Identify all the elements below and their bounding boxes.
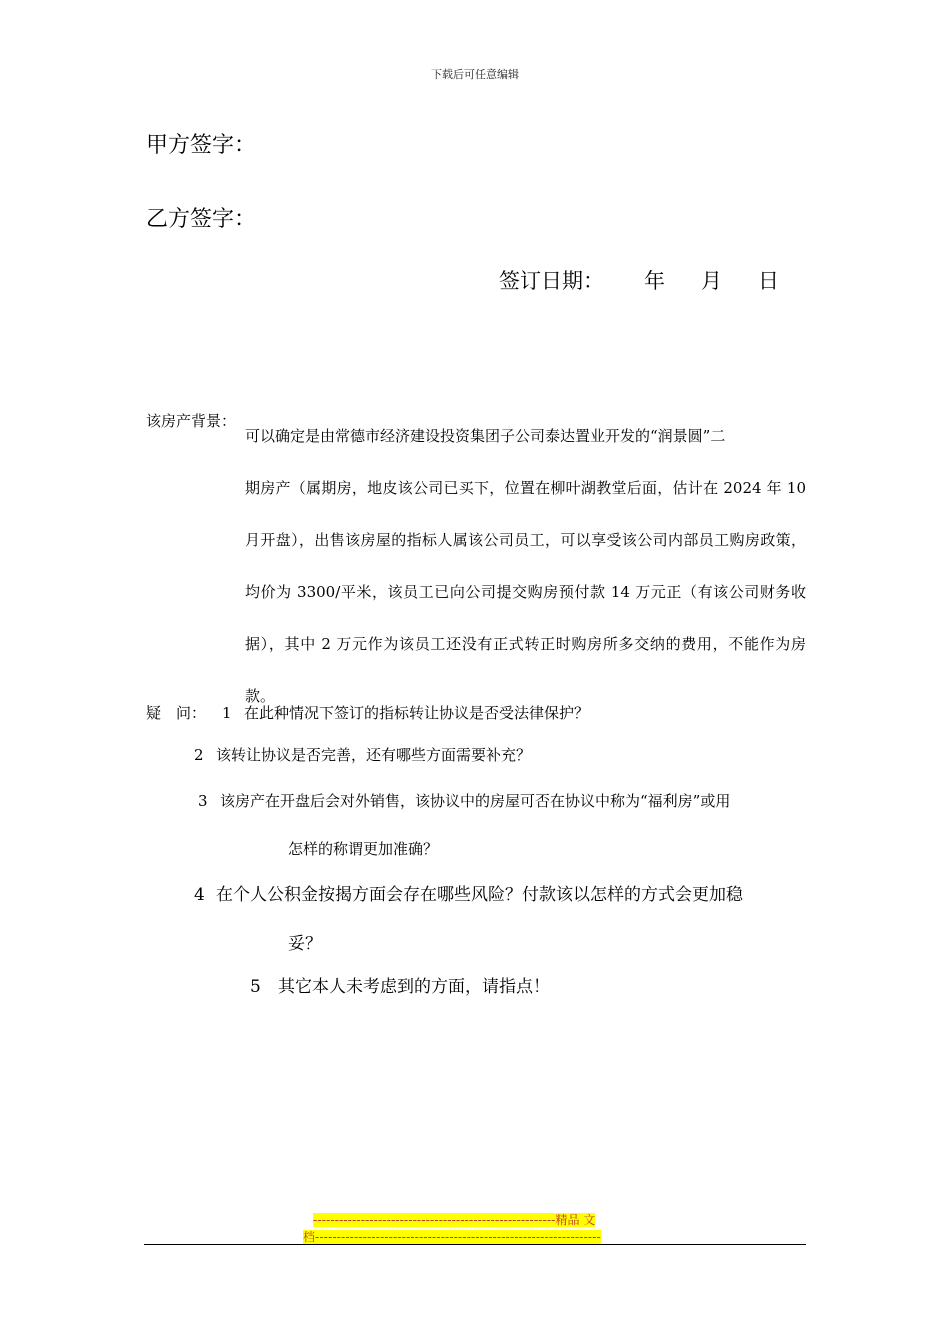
background-body: 期房产（属期房，地皮该公司已买下，位置在柳叶湖教堂后面，估计在 2024 年 10 月开盘），出售该房屋的指标人属该公司员工，可以享受该公司内部员工购房政策，均价为 3300/平米，该员工已向公司提交购房预付款 14 万元正（有该公司财务收据），其中 2 万元作为该员工还没有正式转正时购房所多交纳的费用，不能作为房款。: [245, 479, 806, 705]
question-number: 2: [194, 746, 204, 764]
signing-date-line: [499, 265, 779, 295]
question-number: 3: [198, 792, 208, 810]
question-2: [194, 744, 531, 765]
date-month-unit: 月: [701, 269, 722, 293]
footer-divider: [144, 1244, 806, 1245]
header-note: 下载后可任意编辑: [431, 68, 519, 81]
question-4: [194, 880, 743, 905]
footer-watermark-line-1: [313, 1211, 595, 1228]
question-3: [198, 790, 730, 811]
question-3-continuation: 怎样的称谓更加准确？: [288, 840, 439, 858]
question-number: 5: [250, 977, 261, 997]
footer-dashes: ------------------------------------------------------------------: [315, 1230, 601, 1244]
date-year-unit: 年: [644, 269, 665, 293]
footer-highlight: [303, 1230, 601, 1244]
footer-char: 档: [303, 1230, 316, 1244]
question-text: 其它本人未考虑到的方面，请指点！: [278, 977, 550, 997]
question-text: 在个人公积金按揭方面会存在哪些风险？付款该以怎样的方式会更加稳: [216, 885, 743, 905]
footer-highlight: --------------------------------------------------------精品 文: [313, 1213, 596, 1227]
question-5: [250, 972, 550, 997]
question-text: 在此种情况下签订的指标转让协议是否受法律保护？: [244, 704, 590, 722]
party-b-signature-label: 乙方签字：: [146, 207, 257, 232]
footer-watermark-line-2: [303, 1228, 601, 1245]
question-text: 该房产在开盘后会对外销售，该协议中的房屋可否在协议中称为“福利房”或用: [220, 792, 731, 810]
signing-date-label: 签订日期：: [499, 269, 604, 293]
background-label: 该房产背景：: [146, 412, 237, 430]
question-4-continuation: 妥？: [288, 934, 322, 954]
date-day-unit: 日: [758, 269, 779, 293]
question-1: [222, 702, 589, 723]
party-a-signature-label: 甲方签字：: [146, 133, 257, 158]
question-number: 4: [194, 885, 205, 905]
question-number: 1: [222, 704, 232, 722]
question-text: 该转让协议是否完善，还有哪些方面需要补充？: [216, 746, 532, 764]
background-first-line: 可以确定是由常德市经济建设投资集团子公司泰达置业开发的“润景圆”二: [245, 427, 726, 445]
questions-label: 疑 问：: [146, 704, 207, 722]
